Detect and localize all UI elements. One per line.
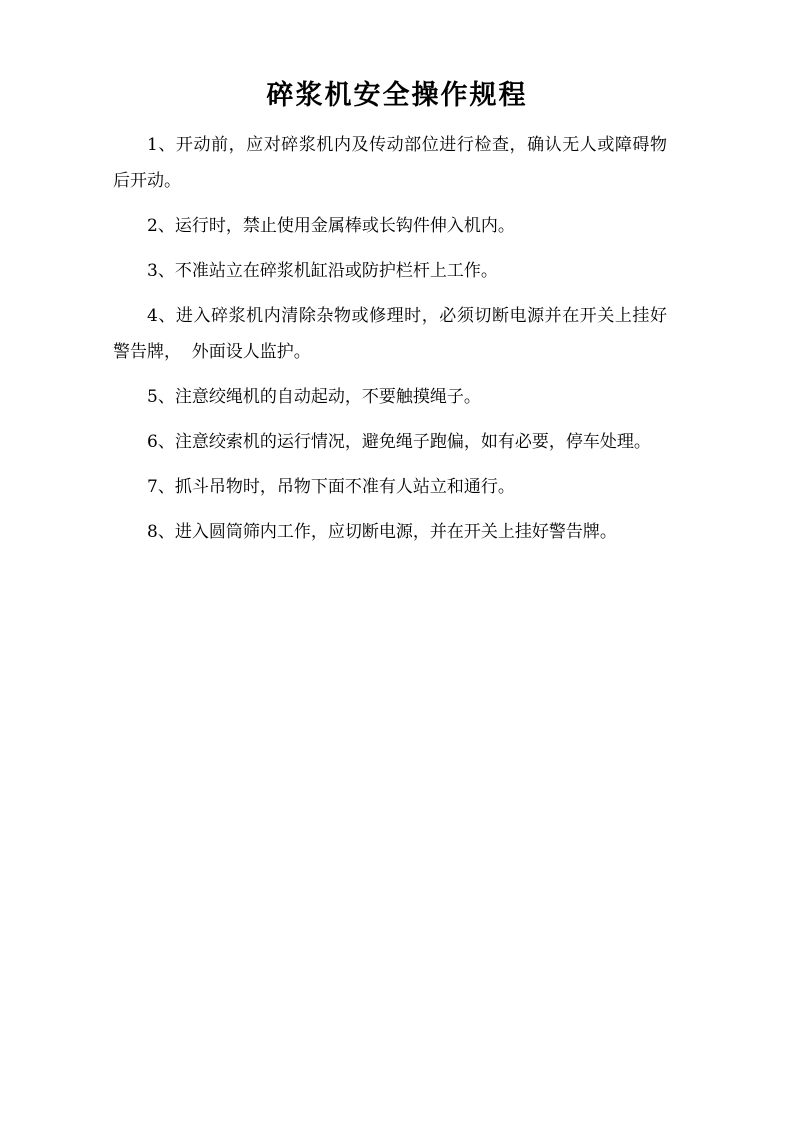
rule-item-2: 2、运行时，禁止使用金属棒或长钩件伸入机内。 [147,216,515,236]
rule-item-6: 6、注意绞索机的运行情况，避免绳子跑偏，如有必要，停车处理。 [147,432,651,452]
rule-item-8: 8、进入圆筒筛内工作，应切断电源，并在开关上挂好警告牌。 [147,522,617,542]
rule-item-7: 7、抓斗吊物时，吊物下面不准有人站立和通行。 [147,477,515,497]
rule-item-4: 4、进入碎浆机内清除杂物或修理时，必须切断电源并在开关上挂好警告牌， 外面设人监护。 [113,306,667,362]
rules-list [113,127,667,559]
rule-item-1: 1、开动前，应对碎浆机内及传动部位进行检查，确认无人或障碍物后开动。 [113,135,667,191]
document-title: 碎浆机安全操作规程 [266,80,528,111]
rule-item-5: 5、注意绞绳机的自动起动，不要触摸绳子。 [147,387,481,407]
rule-item-3: 3、不准站立在碎浆机缸沿或防护栏杆上工作。 [147,261,498,281]
